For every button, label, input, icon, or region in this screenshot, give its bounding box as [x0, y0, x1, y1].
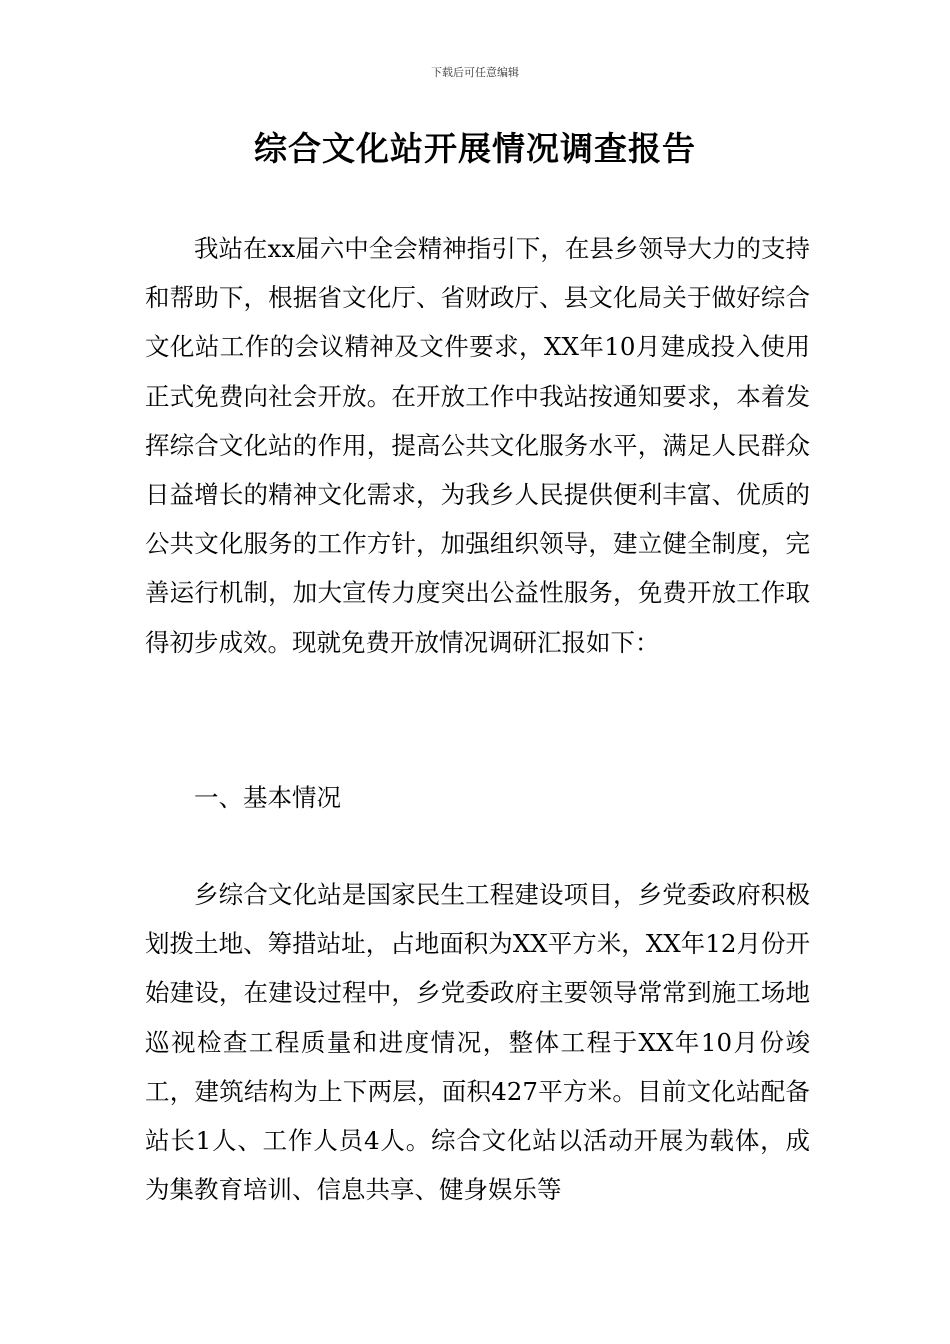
section-heading-basic-situation: 一、基本情况	[194, 783, 341, 812]
section-body-paragraph: 乡综合文化站是国家民生工程建设项目，乡党委政府积极划拨土地、筹措站址，占地面积为XX平方米，XX年12月份开始建设，在建设过程中，乡党委政府主要领导常常到施工场地巡视检查工程质量和进度情况，整体工程于XX年10月份竣工，建筑结构为上下两层，面积427平方米。目前文化站配备站长1人、工作人员4人。综合文化站以活动开展为载体，成为集教育培训、信息共享、健身娱乐等	[145, 880, 810, 1205]
page-header-note: 下载后可任意编辑	[431, 66, 519, 79]
intro-paragraph: 我站在xx届六中全会精神指引下，在县乡领导大力的支持和帮助下，根据省文化厅、省财政厅、县文化局关于做好综合文化站工作的会议精神及文件要求，XX年10月建成投入使用正式免费向社会开放。在开放工作中我站按通知要求，本着发挥综合文化站的作用，提高公共文化服务水平，满足人民群众日益增长的精神文化需求，为我乡人民提供便利丰富、优质的公共文化服务的工作方针，加强组织领导，建立健全制度，完善运行机制，加大宣传力度突出公益性服务，免费开放工作取得初步成效。现就免费开放情况调研汇报如下：	[145, 234, 810, 657]
document-title: 综合文化站开展情况调查报告	[254, 129, 696, 168]
